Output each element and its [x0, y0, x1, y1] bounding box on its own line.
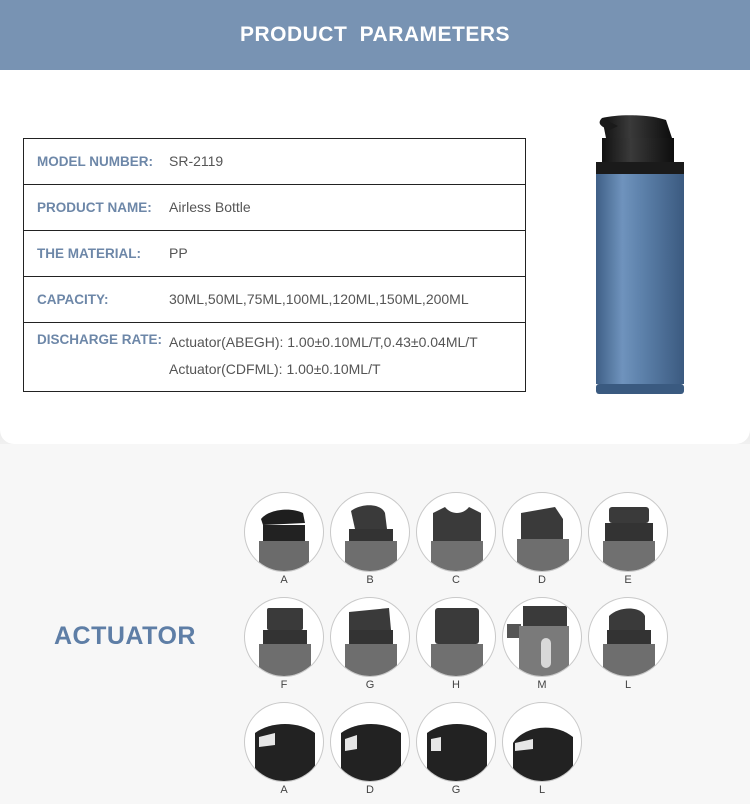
actuator-g-icon [331, 598, 410, 677]
param-value: Airless Bottle [169, 199, 251, 215]
actuator-f-icon [245, 598, 324, 677]
actuator-b-icon [331, 493, 410, 572]
actuator-label: H [452, 679, 460, 691]
param-row-discharge [24, 323, 525, 391]
actuator-title: ACTUATOR [54, 622, 196, 650]
param-label: PRODUCT NAME: [37, 200, 152, 215]
actuator-option [502, 702, 582, 796]
actuator-label: A [280, 574, 288, 586]
actuator-m-icon [503, 598, 582, 677]
param-row-material [24, 231, 525, 277]
param-row-capacity [24, 277, 525, 323]
param-value: 30ML,50ML,75ML,100ML,120ML,150ML,200ML [169, 291, 469, 307]
param-label: CAPACITY: [37, 292, 109, 307]
actuator-label: L [624, 679, 632, 691]
actuator-label: G [365, 679, 375, 691]
actuator-label: L [538, 784, 546, 796]
actuator-cap-d-icon [331, 703, 410, 782]
param-value [169, 329, 478, 383]
actuator-l-icon [589, 598, 668, 677]
actuator-option [330, 492, 410, 586]
actuator-a-icon [245, 493, 324, 572]
param-row-name [24, 185, 525, 231]
actuator-d-icon [503, 493, 582, 572]
actuator-label: D [538, 574, 546, 586]
actuator-label: G [451, 784, 461, 796]
actuator-option [416, 702, 496, 796]
discharge-line-1: Actuator(ABEGH): 1.00±0.10ML/T,0.43±0.04ML/T [169, 334, 478, 350]
actuator-label: B [366, 574, 374, 586]
param-row-model [24, 139, 525, 185]
parameters-table [23, 138, 526, 392]
param-label: MODEL NUMBER: [37, 154, 153, 169]
actuator-option [416, 597, 496, 691]
actuator-cap-g-icon [417, 703, 496, 782]
actuator-option [502, 597, 582, 691]
actuator-option [330, 702, 410, 796]
actuator-label: D [366, 784, 374, 796]
actuator-option [502, 492, 582, 586]
actuator-option [244, 597, 324, 691]
param-value: SR-2119 [169, 153, 224, 169]
actuator-c-icon [417, 493, 496, 572]
airless-bottle-image [588, 112, 698, 398]
actuator-cap-a-icon [245, 703, 324, 782]
actuator-h-icon [417, 598, 496, 677]
param-label: DISCHARGE RATE: [37, 332, 163, 347]
discharge-line-2: Actuator(CDFML): 1.00±0.10ML/T [169, 361, 381, 377]
actuator-cap-l-icon [503, 703, 582, 782]
actuator-option [588, 492, 668, 586]
actuator-option [244, 702, 324, 796]
actuator-label: F [280, 679, 288, 691]
actuator-label: M [537, 679, 547, 691]
param-label: THE MATERIAL: [37, 246, 141, 261]
actuator-label: A [280, 784, 288, 796]
actuator-option [588, 597, 668, 691]
param-value: PP [169, 245, 188, 261]
actuator-label: E [624, 574, 632, 586]
actuator-option [416, 492, 496, 586]
page-title: PRODUCT PARAMETERS [239, 23, 511, 46]
actuator-label: C [452, 574, 460, 586]
header-banner [0, 0, 750, 70]
actuator-option [330, 597, 410, 691]
actuator-option [244, 492, 324, 586]
actuator-e-icon [589, 493, 668, 572]
